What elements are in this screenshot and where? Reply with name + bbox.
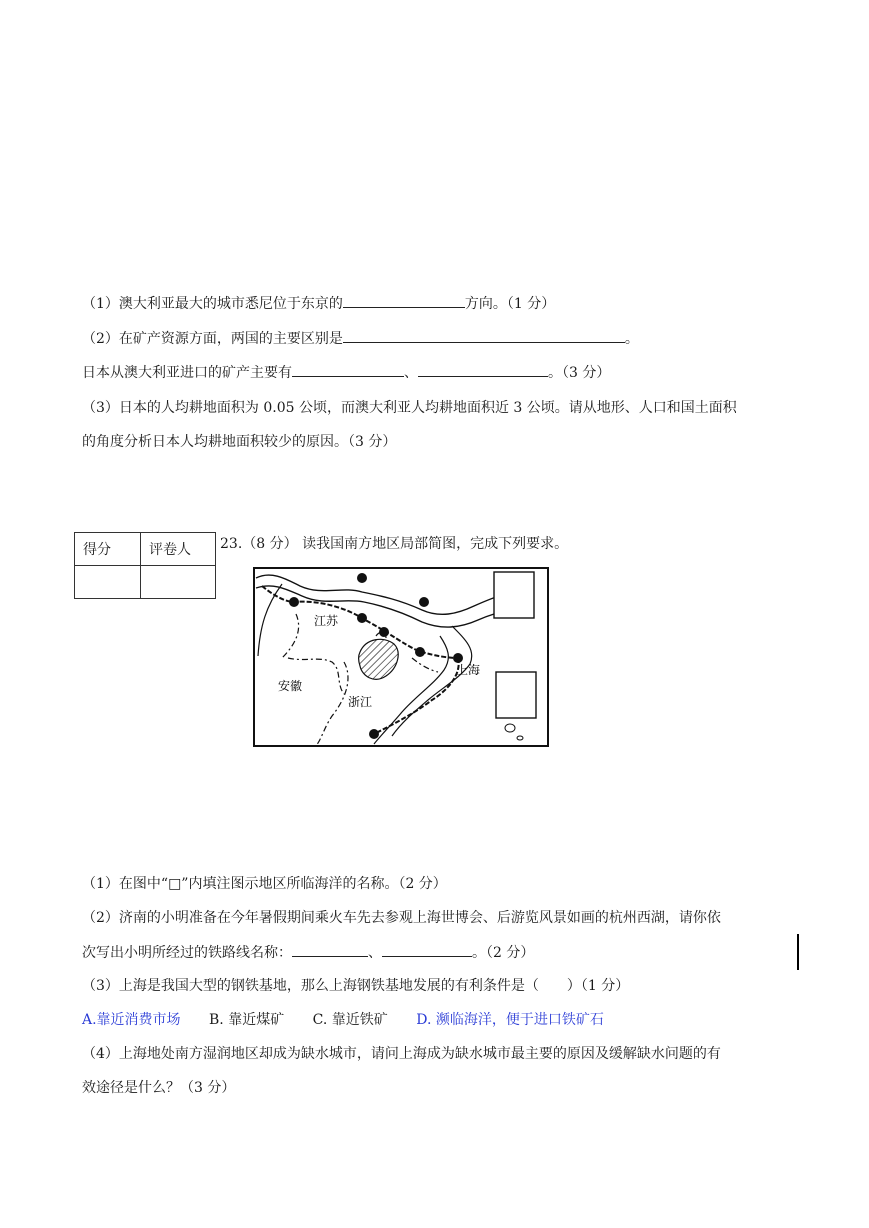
q22-part2b-sep: 、 xyxy=(404,365,418,381)
taihu-lake xyxy=(359,639,399,679)
q22-part1-text: （1）澳大利亚最大的城市悉尼位于东京的 xyxy=(82,296,343,312)
boundary-anhui-zhejiang xyxy=(316,662,348,746)
q23-part3: （3）上海是我国大型的钢铁基地，那么上海钢铁基地发展的有利条件是（ ）（1 分） xyxy=(82,978,630,994)
score-cell[interactable] xyxy=(75,566,141,599)
river-south xyxy=(256,586,534,627)
label-shanghai: 上海 xyxy=(456,663,481,677)
boundary-shanghai xyxy=(412,658,438,672)
option-c[interactable]: C. 靠近铁矿 xyxy=(312,1012,388,1028)
q23-part1: （1）在图中“□”内填注图示地区所临海洋的名称。（2 分） xyxy=(82,876,447,892)
grader-header: 评卷人 xyxy=(141,533,216,566)
q23-part2-suffix: 。（2 分） xyxy=(472,945,535,961)
city-dot-6 xyxy=(415,647,425,657)
q23-part2-line2 xyxy=(82,942,534,963)
q23-part2-line1: （2）济南的小明准备在今年暑假期间乘火车先去参观上海世博会、后游览风景如画的杭州西湖，请你依 xyxy=(82,910,721,926)
city-dot-2 xyxy=(357,573,367,583)
q23-part2-text: 次写出小明所经过的铁路线名称： xyxy=(82,945,292,961)
q23-part2-blank-2[interactable] xyxy=(382,942,472,957)
q23-title: 23.（8 分） 读我国南方地区局部简图，完成下列要求。 xyxy=(220,536,569,552)
q23-part2-sep: 、 xyxy=(368,945,382,961)
q23-options xyxy=(82,1010,628,1030)
q22-part2 xyxy=(82,328,639,349)
q22-part1-blank[interactable] xyxy=(343,293,465,308)
city-dot-4 xyxy=(357,613,367,623)
sea-name-box-1[interactable] xyxy=(494,572,534,618)
q22-part2-suffix: 。 xyxy=(624,331,639,347)
label-anhui: 安徽 xyxy=(278,679,303,693)
option-b[interactable]: B. 靠近煤矿 xyxy=(209,1012,285,1028)
sea-name-box-2[interactable] xyxy=(496,672,536,718)
q23-part4-line2: 效途径是什么？（3 分） xyxy=(82,1080,236,1096)
label-zhejiang: 浙江 xyxy=(348,695,373,709)
q22-part1 xyxy=(82,293,555,314)
q22-part2b-suffix: 。（3 分） xyxy=(548,365,611,381)
q23-part4-line1: （4）上海地处南方湿润地区却成为缺水城市，请问上海成为缺水城市最主要的原因及缓解缺水问题的有 xyxy=(82,1046,721,1062)
grader-cell[interactable] xyxy=(141,566,216,599)
city-dot-3 xyxy=(419,597,429,607)
city-dot-shanghai xyxy=(453,653,463,663)
q22-part2-blank[interactable] xyxy=(343,328,625,343)
option-d[interactable]: D. 濒临海洋，便于进口铁矿石 xyxy=(416,1012,604,1028)
q23-part2-blank-1[interactable] xyxy=(292,942,368,957)
island-2 xyxy=(517,736,523,740)
q22-part2b-blank-2[interactable] xyxy=(418,362,548,377)
city-dot-hangzhou xyxy=(369,729,379,739)
option-a[interactable]: A.靠近消费市场 xyxy=(82,1012,181,1028)
city-dot-5 xyxy=(379,627,389,637)
score-table xyxy=(74,532,216,599)
island-1 xyxy=(505,724,515,732)
q22-part2b-blank-1[interactable] xyxy=(292,362,404,377)
south-china-map xyxy=(252,566,550,750)
q22-part2b-text: 日本从澳大利亚进口的矿产主要有 xyxy=(82,365,292,381)
text-cursor xyxy=(797,934,799,970)
q22-part2-text: （2）在矿产资源方面，两国的主要区别是 xyxy=(82,331,343,347)
q22-part3-line2: 的角度分析日本人均耕地面积较少的原因。（3 分） xyxy=(82,434,397,450)
score-header: 得分 xyxy=(75,533,141,566)
q22-part1-suffix: 方向。（1 分） xyxy=(464,296,556,312)
label-jiangsu: 江苏 xyxy=(314,614,339,628)
city-dot-1 xyxy=(289,597,299,607)
coast-left xyxy=(258,584,282,656)
q22-part2b xyxy=(82,362,610,383)
q22-part3-line1: （3）日本的人均耕地面积为 0.05 公顷，而澳大利亚人均耕地面积近 3 公顷。请从地形、人口和国土面积 xyxy=(82,400,737,416)
